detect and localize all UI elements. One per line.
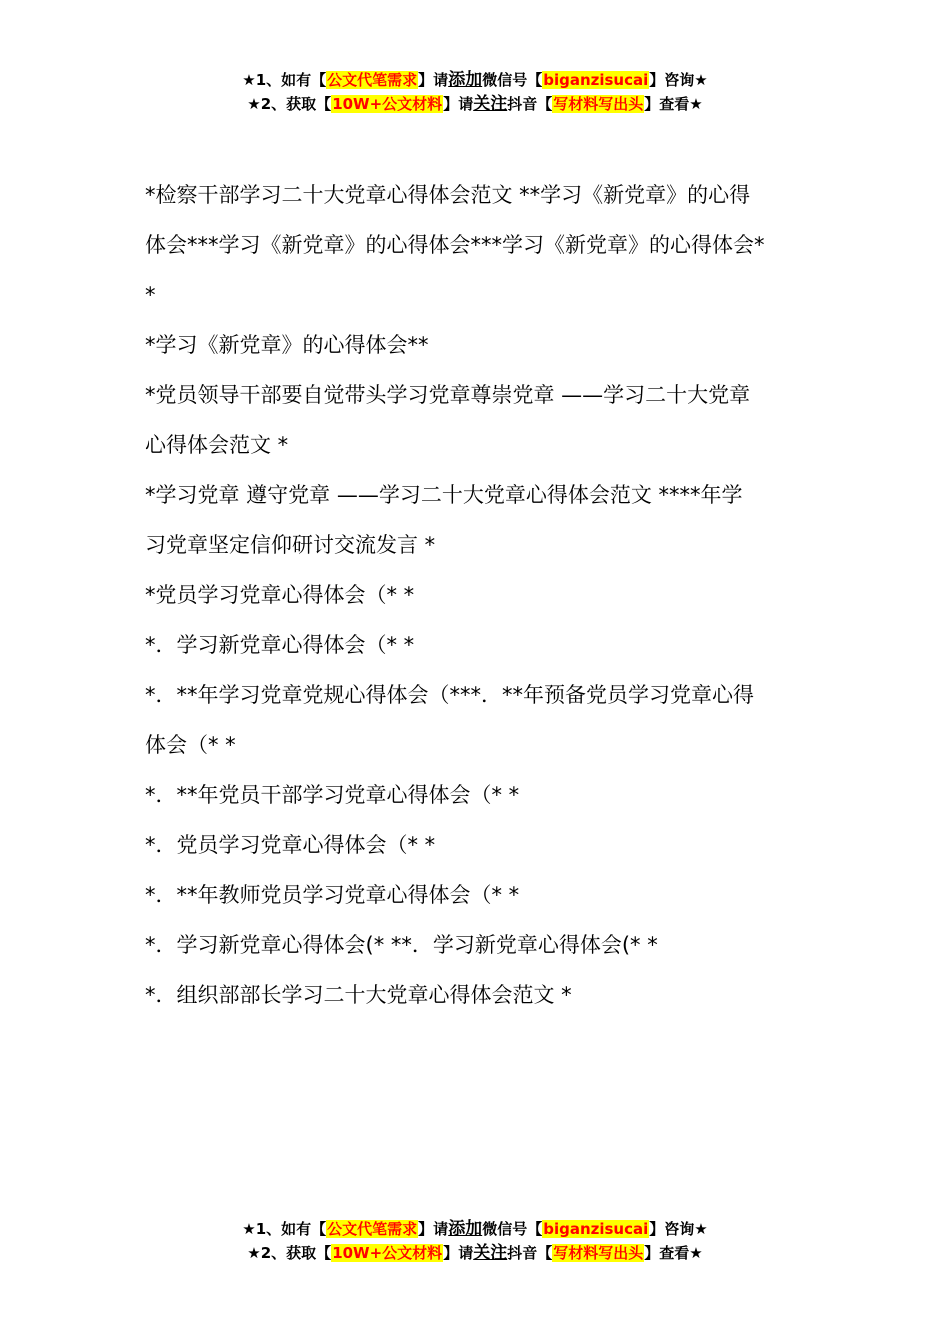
toc-line: *．学习新党章心得体会(* **．学习新党章心得体会(* * (145, 933, 658, 957)
header-underline-add: 添加 (448, 70, 483, 90)
toc-line: *．**年教师党员学习党章心得体会（* * (145, 883, 520, 907)
header-line-2-prefix: ★2、获取【 (247, 95, 332, 113)
toc-line: *．学习新党章心得体会（* * (145, 633, 415, 657)
footer-line-2-text: 】请 (443, 1244, 474, 1262)
footer-line-1 (0, 1217, 950, 1241)
toc-line: *．**年党员干部学习党章心得体会（* * (145, 783, 520, 807)
header-line-2-text-2: 抖音【 (507, 95, 553, 113)
toc-line: *党员领导干部要自觉带头学习党章尊崇党章 ——学习二十大党章 (145, 383, 751, 407)
header-line-2 (0, 92, 950, 116)
header-line-1-text-2: 微信号【 (482, 71, 543, 89)
header-line-1-text: 】请 (418, 71, 449, 89)
header-highlight-douyin-account: 写材料写出头 (553, 95, 644, 113)
header-highlight-service: 公文代笔需求 (327, 71, 418, 89)
footer-highlight-douyin-account: 写材料写出头 (553, 1244, 644, 1262)
header-banner (0, 68, 950, 116)
footer-highlight-wechat-id: biganzisucai (543, 1220, 649, 1238)
toc-body (145, 170, 810, 1020)
header-line-1 (0, 68, 950, 92)
toc-line: *．党员学习党章心得体会（* * (145, 833, 436, 857)
toc-line: 体会***学习《新党章》的心得体会***学习《新党章》的心得体会* (145, 233, 765, 257)
toc-line: 体会（* * (145, 733, 236, 757)
footer-line-2 (0, 1241, 950, 1265)
toc-line: * (145, 283, 156, 307)
header-line-2-suffix: 】查看★ (644, 95, 703, 113)
toc-line: 习党章坚定信仰研讨交流发言 * (145, 533, 436, 557)
footer-line-1-prefix: ★1、如有【 (242, 1220, 327, 1238)
toc-line: *学习《新党章》的心得体会** (145, 333, 429, 357)
toc-line: *．组织部部长学习二十大党章心得体会范文 * (145, 983, 572, 1007)
footer-line-1-suffix: 】咨询★ (649, 1220, 708, 1238)
header-line-1-suffix: 】咨询★ (649, 71, 708, 89)
footer-banner (0, 1217, 950, 1265)
toc-line: *检察干部学习二十大党章心得体会范文 **学习《新党章》的心得 (145, 183, 751, 207)
footer-line-2-prefix: ★2、获取【 (247, 1244, 332, 1262)
header-line-2-text: 】请 (443, 95, 474, 113)
toc-line: *．**年学习党章党规心得体会（***．**年预备党员学习党章心得 (145, 683, 754, 707)
footer-highlight-materials: 10W+公文材料 (332, 1244, 443, 1262)
footer-line-1-text-2: 微信号【 (482, 1220, 543, 1238)
footer-underline-follow: 关注 (473, 1243, 508, 1263)
footer-highlight-service: 公文代笔需求 (327, 1220, 418, 1238)
header-highlight-wechat-id: biganzisucai (543, 71, 649, 89)
footer-line-2-text-2: 抖音【 (507, 1244, 553, 1262)
header-underline-follow: 关注 (473, 94, 508, 114)
header-highlight-materials: 10W+公文材料 (332, 95, 443, 113)
header-line-1-prefix: ★1、如有【 (242, 71, 327, 89)
toc-line: *党员学习党章心得体会（* * (145, 583, 415, 607)
toc-line: *学习党章 遵守党章 ——学习二十大党章心得体会范文 ****年学 (145, 483, 743, 507)
toc-line: 心得体会范文 * (145, 433, 289, 457)
footer-underline-add: 添加 (448, 1219, 483, 1239)
footer-line-1-text: 】请 (418, 1220, 449, 1238)
footer-line-2-suffix: 】查看★ (644, 1244, 703, 1262)
